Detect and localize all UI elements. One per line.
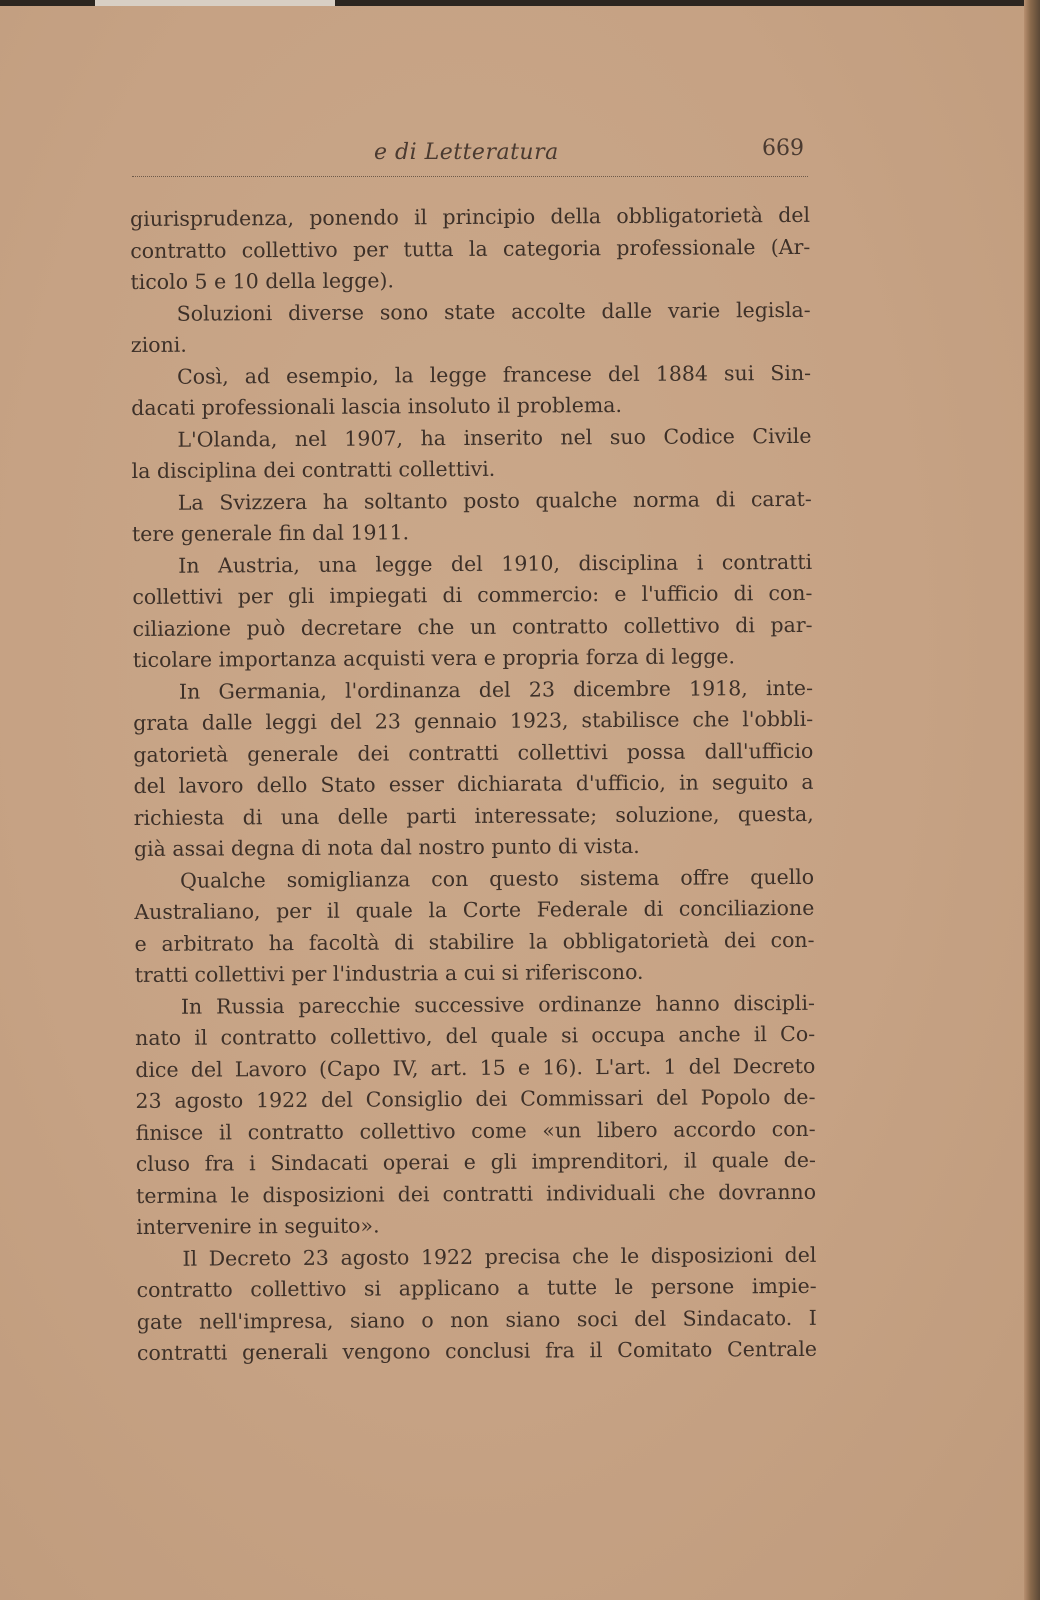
page-number: 669 <box>762 136 804 161</box>
text-line: gate nell'impresa, siano o non siano soci del Sindacato. I <box>136 1305 817 1334</box>
text-line: In Russia parecchie successive ordinanze hanno discipli- <box>180 990 815 1019</box>
text-line: La Svizzera ha soltanto posto qualche norma di carat- <box>177 486 812 515</box>
text-line: zioni. <box>130 332 187 357</box>
text-line: richiesta di una delle parti interessate; soluzione, questa, <box>133 801 814 830</box>
text-line: del lavoro dello Stato esser dichiarata d'ufficio, in seguito a <box>133 769 814 798</box>
text-line: L'Olanda, nel 1907, ha inserito nel suo Codice Civile <box>177 423 812 452</box>
text-line: termina le disposizioni dei contratti individuali che dovranno <box>135 1179 817 1208</box>
text-line: 23 agosto 1922 del Consiglio dei Commissari del Popolo de- <box>135 1084 816 1113</box>
text-line: Australiano, per il quale la Corte Federale di conciliazione <box>134 895 815 924</box>
running-title: e di Letteratura <box>374 140 559 165</box>
text-line: ticolo 5 e 10 della legge). <box>130 268 395 294</box>
book-page <box>0 6 1028 1600</box>
text-line: contratti generali vengono conclusi fra il Comitato Centrale <box>136 1336 818 1365</box>
header-dotted-rule <box>132 176 808 177</box>
text-line: cluso fra i Sindacati operai e gli imprenditori, il quale de- <box>135 1147 816 1176</box>
text-line: In Germania, l'ordinanza del 23 dicembre 1918, inte- <box>178 675 814 704</box>
text-line: Soluzioni diverse sono state accolte dalle varie legisla- <box>176 297 811 326</box>
text-line: dacati professionali lascia insoluto il problema. <box>131 392 623 420</box>
text-line: tratti collettivi per l'industria a cui si riferiscono. <box>134 959 644 987</box>
text-line: collettivi per gli impiegati di commercio: e l'ufficio di con- <box>132 580 813 609</box>
text-line: contratto collettivo per tutta la categoria professionale (Ar- <box>130 234 811 263</box>
text-line: già assai degna di nota dal nostro punto di vista. <box>133 833 640 861</box>
text-line: contratto collettivo si applicano a tutte le persone impie- <box>136 1273 817 1302</box>
page-header <box>132 134 808 170</box>
page-right-edge <box>1024 0 1040 1600</box>
text-line: Qualche somiglianza con questo sistema offre quello <box>180 864 815 893</box>
text-line: ticolare importanza acquisti vera e propria forza di legge. <box>132 644 736 672</box>
text-line: In Austria, una legge del 1910, disciplina i contratti <box>178 549 813 578</box>
text-line: Così, ad esempio, la legge francese del 1884 sui Sin- <box>176 360 812 389</box>
text-line: tere generale fin dal 1911. <box>131 520 410 546</box>
text-line: grata dalle leggi del 23 gennaio 1923, stabilisce che l'obbli- <box>133 706 814 735</box>
text-line: Il Decreto 23 agosto 1922 precisa che le disposizioni del <box>182 1242 817 1271</box>
text-line: la disciplina dei contratti collettivi. <box>131 456 496 483</box>
text-line: e arbitrato ha facoltà di stabilire la obbligatorietà dei con- <box>134 927 815 956</box>
text-line: nato il contratto collettivo, del quale si occupa anche il Co- <box>135 1021 816 1050</box>
text-line: finisce il contratto collettivo come «un libero accordo con- <box>135 1116 816 1145</box>
text-line: ciliazione può decretare che un contratto collettivo di par- <box>132 612 813 641</box>
body-text <box>130 200 817 1370</box>
text-line: gatorietà generale dei contratti collettivi possa dall'ufficio <box>133 738 814 767</box>
text-line: intervenire in seguito». <box>136 1213 380 1239</box>
text-line: giurisprudenza, ponendo il principio della obbligatorietà del <box>130 202 811 231</box>
text-line: dice del Lavoro (Capo IV, art. 15 e 16). L'art. 1 del Decreto <box>135 1053 816 1082</box>
